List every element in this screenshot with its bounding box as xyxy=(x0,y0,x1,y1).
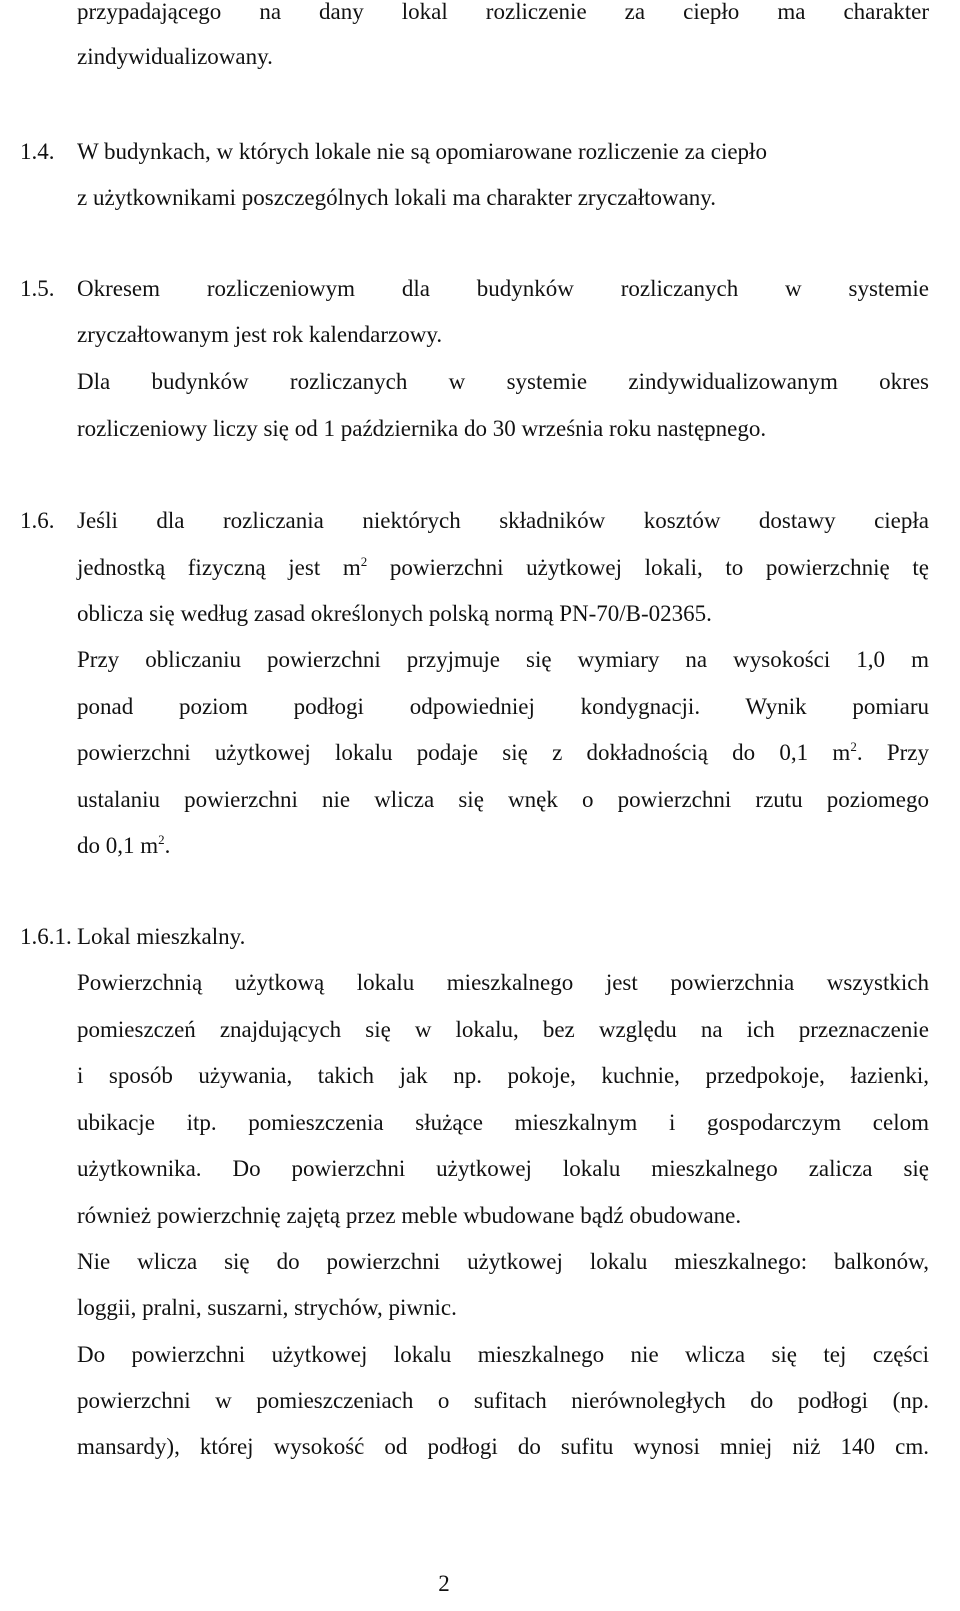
line-text: powierzchni użytkowej lokali, to powierzchnię tę xyxy=(367,555,929,580)
section-number: 1.6.1. xyxy=(20,924,72,949)
page-number: 2 xyxy=(438,1571,450,1596)
paragraph-line: Powierzchnią użytkową lokalu mieszkalnego jest powierzchnia wszystkich xyxy=(77,970,929,995)
paragraph-line: Jeśli dla rozliczania niektórych składników kosztów dostawy ciepła xyxy=(77,508,929,533)
line-text: . xyxy=(164,833,171,858)
paragraph-line: loggii, pralni, suszarni, strychów, piwnic. xyxy=(77,1295,457,1320)
section-heading: Lokal mieszkalny. xyxy=(77,924,246,949)
paragraph-line: mansardy), której wysokość od podłogi do sufitu wynosi mniej niż 140 cm. xyxy=(77,1434,929,1459)
paragraph-line: i sposób używania, takich jak np. pokoje, kuchnie, przedpokoje, łazienki, xyxy=(77,1063,929,1088)
section-number: 1.5. xyxy=(20,276,55,301)
paragraph-line: oblicza się według zasad określonych polską normą PN-70/B-02365. xyxy=(77,601,712,626)
paragraph-line: Do powierzchni użytkowej lokalu mieszkalnego nie wlicza się tej części xyxy=(77,1342,929,1367)
paragraph-line: z użytkownikami poszczególnych lokali ma charakter zryczałtowany. xyxy=(77,185,717,210)
paragraph-line: zryczałtowanym jest rok kalendarzowy. xyxy=(77,322,443,347)
paragraph-line: również powierzchnię zajętą przez meble wbudowane bądź obudowane. xyxy=(77,1203,742,1228)
paragraph-line: użytkownika. Do powierzchni użytkowej lokalu mieszkalnego zalicza się xyxy=(77,1156,929,1181)
paragraph-line xyxy=(77,553,929,583)
paragraph-line: Okresem rozliczeniowym dla budynków rozliczanych w systemie xyxy=(77,276,929,301)
paragraph-line: ponad poziom podłogi odpowiedniej kondygnacji. Wynik pomiaru xyxy=(77,694,929,719)
paragraph-line: Nie wlicza się do powierzchni użytkowej lokalu mieszkalnego: balkonów, xyxy=(77,1249,929,1274)
paragraph-line: ubikacje itp. pomieszczenia służące mieszkalnym i gospodarczym celom xyxy=(77,1110,929,1135)
paragraph-line: przypadającego na dany lokal rozliczenie za ciepło ma charakter xyxy=(77,0,929,24)
section-number: 1.6. xyxy=(20,508,55,533)
paragraph-line xyxy=(77,831,929,861)
superscript: 2 xyxy=(158,832,165,847)
paragraph-line: W budynkach, w których lokale nie są opomiarowane rozliczenie za ciepło xyxy=(77,139,767,164)
paragraph-line: Dla budynków rozliczanych w systemie zindywidualizowanym okres xyxy=(77,369,929,394)
line-text: powierzchni użytkowej lokalu podaje się z dokładnością do 0,1 m xyxy=(77,740,851,765)
paragraph-line xyxy=(77,738,929,768)
paragraph-line: powierzchni w pomieszczeniach o sufitach nierównoległych do podłogi (np. xyxy=(77,1388,929,1413)
section-number: 1.4. xyxy=(20,139,55,164)
line-text: do 0,1 m xyxy=(77,833,159,858)
line-text: . Przy xyxy=(856,740,929,765)
paragraph-line: rozliczeniowy liczy się od 1 października do 30 września roku następnego. xyxy=(77,416,767,441)
superscript: 2 xyxy=(850,739,857,754)
superscript: 2 xyxy=(360,554,368,569)
paragraph-line: Przy obliczaniu powierzchni przyjmuje się wymiary na wysokości 1,0 m xyxy=(77,647,929,672)
line-text: jednostką fizyczną jest m xyxy=(77,555,361,580)
paragraph-line: zindywidualizowany. xyxy=(77,44,273,69)
paragraph-line: pomieszczeń znajdujących się w lokalu, bez względu na ich przeznaczenie xyxy=(77,1017,929,1042)
paragraph-line: ustalaniu powierzchni nie wlicza się wnęk o powierzchni rzutu poziomego xyxy=(77,787,929,812)
